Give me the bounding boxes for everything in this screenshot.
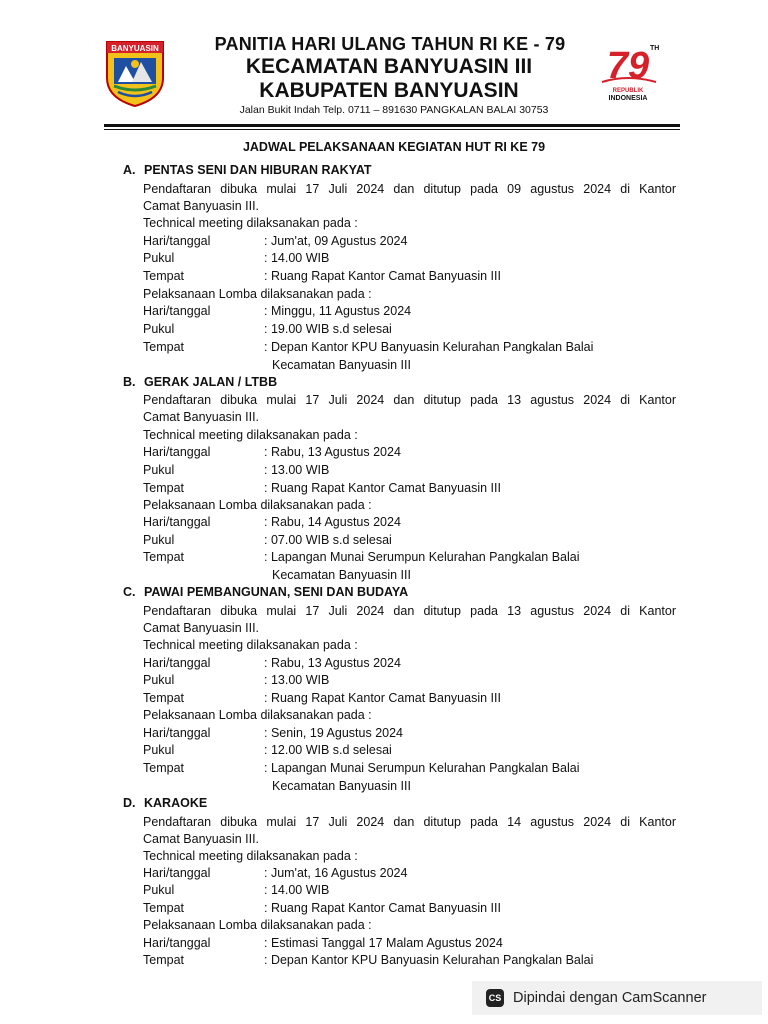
- technical-meeting-intro: Technical meeting dilaksanakan pada :: [143, 216, 358, 230]
- row-label: Tempat: [143, 691, 184, 705]
- row-label: Pukul: [143, 743, 175, 757]
- section-c-heading: [123, 584, 408, 600]
- technical-meeting-intro: Technical meeting dilaksanakan pada :: [143, 849, 358, 863]
- row-label: Tempat: [143, 481, 184, 495]
- row-label: Hari/tanggal: [143, 304, 211, 318]
- row-label: Tempat: [143, 269, 184, 283]
- logo-th: TH: [650, 45, 660, 52]
- section-d-heading: [123, 795, 207, 811]
- row-value: : 14.00 WIB: [264, 251, 330, 265]
- technical-meeting-intro: Technical meeting dilaksanakan pada :: [143, 428, 358, 442]
- competition-intro: Pelaksanaan Lomba dilaksanakan pada :: [143, 498, 372, 512]
- row-label: Hari/tanggal: [143, 726, 211, 740]
- row-value: : Estimasi Tanggal 17 Malam Agustus 2024: [264, 936, 503, 950]
- row-label: Pukul: [143, 533, 175, 547]
- row-label: Tempat: [143, 901, 184, 915]
- header-regency-name: KABUPATEN BANYUASIN: [259, 79, 519, 102]
- section-b-heading: [123, 374, 277, 390]
- row-label: Hari/tanggal: [143, 936, 211, 950]
- header-rule-thick: [104, 124, 680, 127]
- row-label: Hari/tanggal: [143, 866, 211, 880]
- section-letter: B.: [123, 375, 136, 389]
- row-label: Pukul: [143, 251, 175, 265]
- registration-text-cont: Camat Banyuasin III.: [143, 410, 260, 424]
- competition-intro: Pelaksanaan Lomba dilaksanakan pada :: [143, 287, 372, 301]
- row-value: : Depan Kantor KPU Banyuasin Kelurahan Pangkalan Balai: [264, 953, 594, 967]
- row-label: Hari/tanggal: [143, 445, 211, 459]
- row-label: Pukul: [143, 322, 175, 336]
- row-label: Hari/tanggal: [143, 656, 211, 670]
- row-value: : Depan Kantor KPU Banyuasin Kelurahan Pangkalan Balai: [264, 340, 594, 354]
- row-value: : Ruang Rapat Kantor Camat Banyuasin III: [264, 481, 501, 495]
- camscanner-text: Dipindai dengan CamScanner: [513, 990, 707, 1006]
- registration-text: Pendaftaran dibuka mulai 17 Juli 2024 dan ditutup pada 13 agustus 2024 di Kantor: [143, 393, 676, 407]
- row-value: : Lapangan Munai Serumpun Kelurahan Pangkalan Balai: [264, 550, 580, 564]
- row-value: : Ruang Rapat Kantor Camat Banyuasin III: [264, 269, 501, 283]
- row-value: : 13.00 WIB: [264, 673, 330, 687]
- section-letter: A.: [123, 163, 136, 177]
- row-value-cont: Kecamatan Banyuasin III: [272, 568, 411, 582]
- section-a-heading: [123, 162, 372, 178]
- row-value: : Rabu, 13 Agustus 2024: [264, 656, 401, 670]
- section-title: GERAK JALAN / LTBB: [144, 375, 278, 389]
- registration-text: Pendaftaran dibuka mulai 17 Juli 2024 dan ditutup pada 09 agustus 2024 di Kantor: [143, 182, 676, 196]
- row-label: Pukul: [143, 463, 175, 477]
- logo-text-indonesia: INDONESIA: [608, 95, 648, 102]
- row-label: Tempat: [143, 340, 184, 354]
- row-value: : Rabu, 13 Agustus 2024: [264, 445, 401, 459]
- row-label: Tempat: [143, 953, 184, 967]
- row-value: : Jum'at, 16 Agustus 2024: [264, 866, 408, 880]
- header-committee-title: PANITIA HARI ULANG TAHUN RI KE - 79: [214, 34, 566, 54]
- crest-label: BANYUASIN: [111, 44, 159, 53]
- row-value: : 14.00 WIB: [264, 883, 330, 897]
- row-label: Hari/tanggal: [143, 234, 211, 248]
- registration-text-cont: Camat Banyuasin III.: [143, 832, 260, 846]
- row-value: : Ruang Rapat Kantor Camat Banyuasin III: [264, 901, 501, 915]
- row-value: : Senin, 19 Agustus 2024: [264, 726, 403, 740]
- row-value: : 07.00 WIB s.d selesai: [264, 533, 392, 547]
- row-label: Pukul: [143, 883, 175, 897]
- row-label: Tempat: [143, 761, 184, 775]
- row-label: Pukul: [143, 673, 175, 687]
- hut-ri-79-logo: [598, 38, 660, 104]
- section-title: PENTAS SENI DAN HIBURAN RAKYAT: [144, 163, 372, 177]
- camscanner-icon: CS: [486, 989, 504, 1007]
- header-address: Jalan Bukit Indah Telp. 0711 – 891630 PANGKALAN BALAI 30753: [239, 104, 549, 116]
- row-value: : Rabu, 14 Agustus 2024: [264, 515, 401, 529]
- competition-intro: Pelaksanaan Lomba dilaksanakan pada :: [143, 708, 372, 722]
- row-value: : 19.00 WIB s.d selesai: [264, 322, 392, 336]
- row-value-cont: Kecamatan Banyuasin III: [272, 358, 411, 372]
- technical-meeting-intro: Technical meeting dilaksanakan pada :: [143, 638, 358, 652]
- row-value: : Minggu, 11 Agustus 2024: [264, 304, 412, 318]
- registration-text: Pendaftaran dibuka mulai 17 Juli 2024 dan ditutup pada 13 agustus 2024 di Kantor: [143, 604, 676, 618]
- section-letter: D.: [123, 796, 136, 810]
- row-label: Tempat: [143, 550, 184, 564]
- header-district-name: KECAMATAN BANYUASIN III: [245, 55, 533, 78]
- competition-intro: Pelaksanaan Lomba dilaksanakan pada :: [143, 918, 372, 932]
- section-letter: C.: [123, 585, 136, 599]
- registration-text-cont: Camat Banyuasin III.: [143, 199, 260, 213]
- registration-text: Pendaftaran dibuka mulai 17 Juli 2024 dan ditutup pada 14 agustus 2024 di Kantor: [143, 815, 676, 829]
- row-value: : Lapangan Munai Serumpun Kelurahan Pangkalan Balai: [264, 761, 580, 775]
- section-title: PAWAI PEMBANGUNAN, SENI DAN BUDAYA: [144, 585, 409, 599]
- row-value-cont: Kecamatan Banyuasin III: [272, 779, 411, 793]
- row-value: : Jum'at, 09 Agustus 2024: [264, 234, 408, 248]
- row-value: : 13.00 WIB: [264, 463, 330, 477]
- logo-number: 79: [606, 45, 650, 87]
- camscanner-watermark: [472, 981, 762, 1015]
- header-rule-thin: [104, 129, 680, 130]
- document-title: JADWAL PELAKSANAAN KEGIATAN HUT RI KE 79: [242, 140, 546, 154]
- section-title: KARAOKE: [144, 796, 208, 810]
- logo-text-republik: REPUBLIK: [612, 88, 644, 94]
- row-value: : 12.00 WIB s.d selesai: [264, 743, 392, 757]
- row-value: : Ruang Rapat Kantor Camat Banyuasin III: [264, 691, 501, 705]
- registration-text-cont: Camat Banyuasin III.: [143, 621, 260, 635]
- row-label: Hari/tanggal: [143, 515, 211, 529]
